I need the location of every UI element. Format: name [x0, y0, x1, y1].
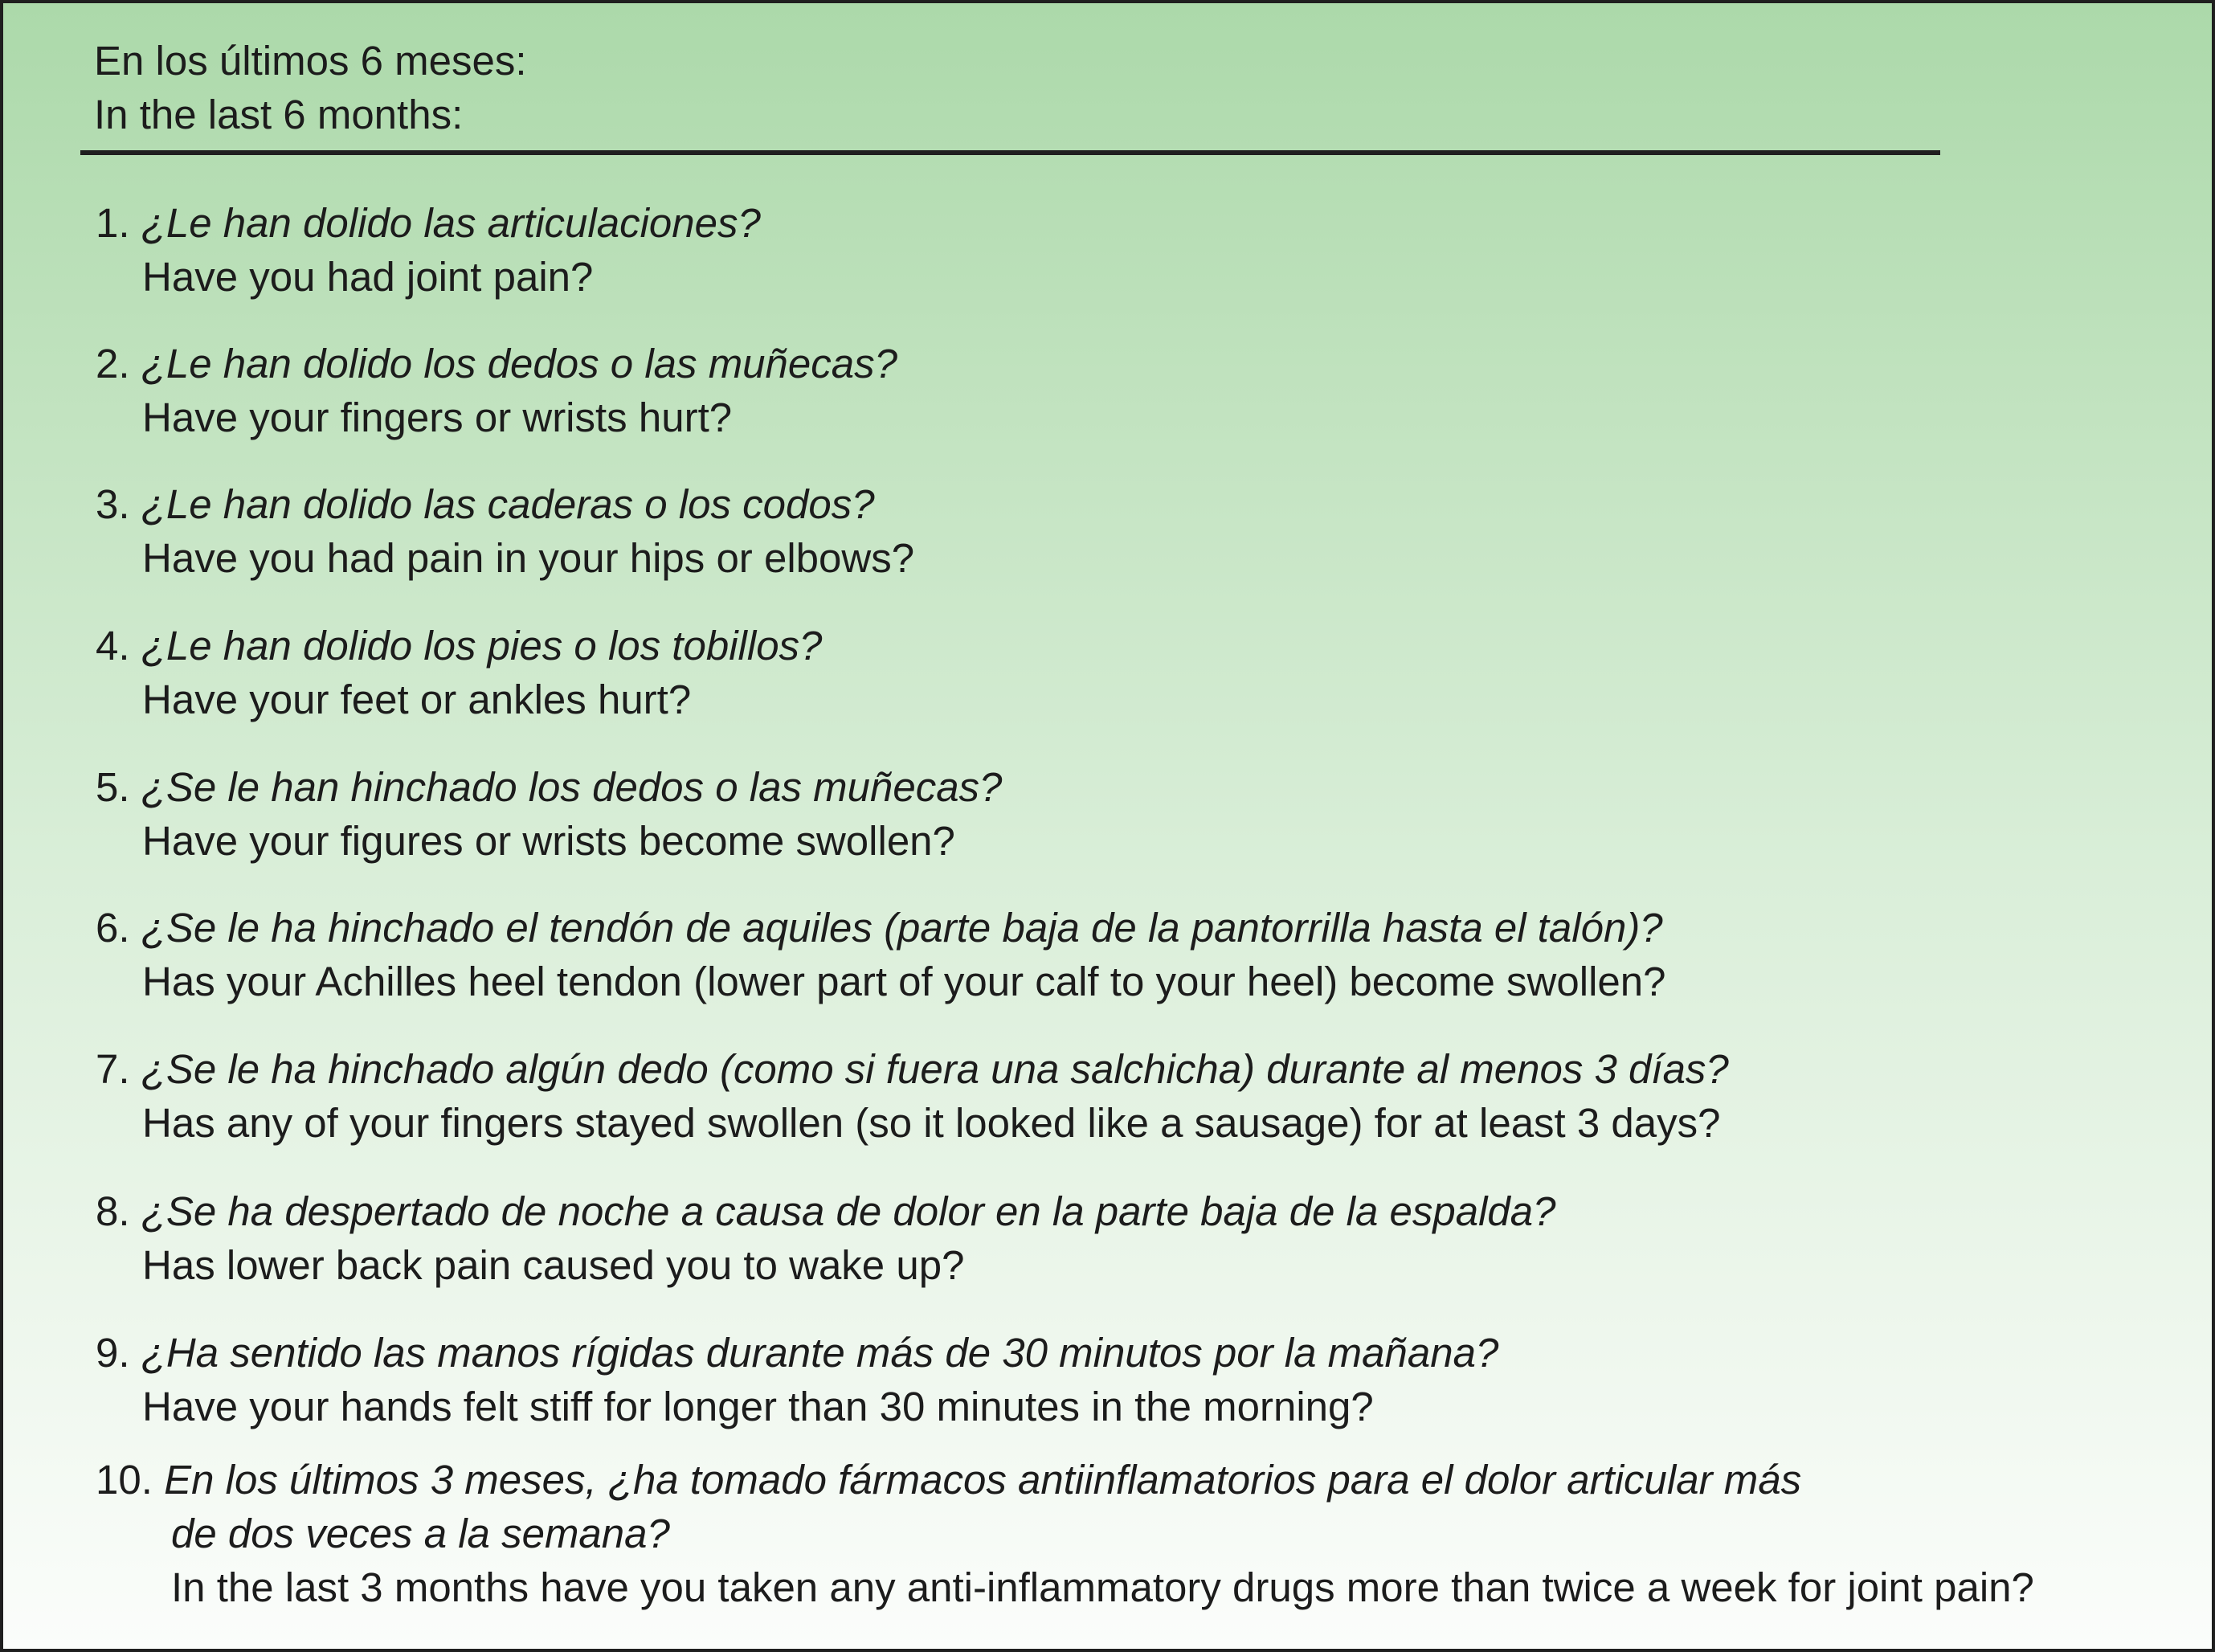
question-english: Have you had pain in your hips or elbows? — [142, 535, 915, 581]
question-number: 1. — [96, 200, 130, 246]
question-8 — [96, 1184, 1556, 1292]
question-english: Have your feet or ankles hurt? — [142, 677, 692, 722]
header-english: In the last 6 months: — [94, 92, 464, 137]
question-number: 6. — [96, 905, 130, 951]
question-spanish: ¿Ha sentido las manos rígidas durante más de 30 minutos por la mañana? — [141, 1330, 1499, 1376]
question-english: Have your fingers or wrists hurt? — [142, 395, 733, 440]
header-spanish: En los últimos 6 meses: — [94, 38, 527, 84]
question-number: 10. — [96, 1457, 153, 1503]
question-english: Have you had joint pain? — [142, 254, 594, 300]
question-english: Has your Achilles heel tendon (lower part of your calf to your heel) become swollen? — [142, 959, 1666, 1004]
question-number: 8. — [96, 1188, 130, 1234]
question-number: 9. — [96, 1330, 130, 1376]
question-3 — [96, 477, 914, 585]
question-english: Has any of your fingers stayed swollen (so it looked like a sausage) for at least 3 days? — [142, 1100, 1721, 1146]
question-spanish-continued: de dos veces a la semana? — [171, 1511, 670, 1556]
question-1 — [96, 196, 761, 304]
question-number: 2. — [96, 341, 130, 386]
question-spanish: ¿Se le ha hinchado el tendón de aquiles (parte baja de la pantorrilla hasta el talón)? — [141, 905, 1663, 951]
question-spanish: ¿Le han dolido los dedos o las muñecas? — [141, 341, 898, 386]
question-number: 4. — [96, 623, 130, 669]
question-spanish: ¿Se le ha hinchado algún dedo (como si fuera una salchicha) durante al menos 3 días? — [141, 1046, 1729, 1092]
question-10 — [96, 1453, 2034, 1614]
question-2 — [96, 337, 897, 444]
question-english: Have your figures or wrists become swollen? — [142, 818, 955, 864]
question-spanish: ¿Le han dolido las caderas o los codos? — [141, 481, 875, 527]
question-7 — [96, 1042, 1729, 1150]
question-spanish: ¿Le han dolido las articulaciones? — [141, 200, 761, 246]
question-number: 5. — [96, 764, 130, 810]
header-divider — [80, 150, 1940, 155]
question-5 — [96, 760, 1002, 868]
header — [94, 34, 527, 141]
question-spanish: En los últimos 3 meses, ¿ha tomado fármacos antiinflamatorios para el dolor articular más — [164, 1457, 1802, 1503]
question-number: 7. — [96, 1046, 130, 1092]
question-english: Have your hands felt stiff for longer than 30 minutes in the morning? — [142, 1384, 1374, 1429]
question-spanish: ¿Se le han hinchado los dedos o las muñecas? — [141, 764, 1003, 810]
question-4 — [96, 619, 822, 726]
question-9 — [96, 1326, 1498, 1433]
question-english: In the last 3 months have you taken any anti-inflammatory drugs more than twice a week for joint pain? — [171, 1564, 2034, 1610]
question-english: Has lower back pain caused you to wake up? — [142, 1242, 965, 1288]
question-spanish: ¿Se ha despertado de noche a causa de dolor en la parte baja de la espalda? — [141, 1188, 1556, 1234]
question-spanish: ¿Le han dolido los pies o los tobillos? — [141, 623, 823, 669]
question-number: 3. — [96, 481, 130, 527]
question-6 — [96, 901, 1666, 1008]
